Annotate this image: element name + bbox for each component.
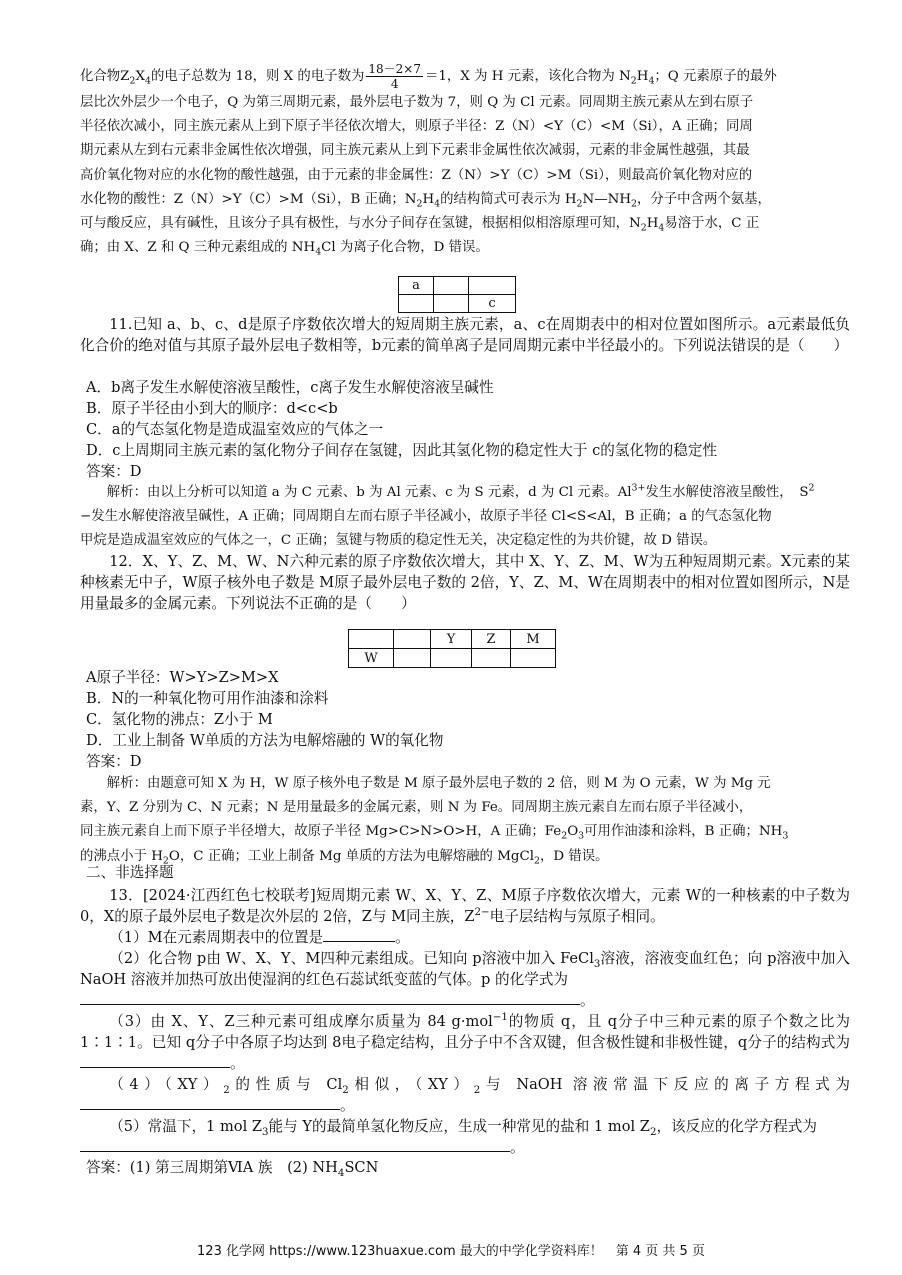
option-a: A原子半径：W>Y>Z>M>X <box>86 669 279 686</box>
option-a: A．b离子发生水解使溶液呈酸性，c离子发生水解使溶液呈碱性 <box>86 379 494 396</box>
analysis-q11 <box>80 481 850 554</box>
table-cell <box>472 649 511 668</box>
option-d: D．工业上制备 W单质的方法为电解熔融的 W的氧化物 <box>86 732 444 749</box>
question-part-3: （3）由 X、Y、Z三种元素可组成摩尔质量为 84 g·mol$^{-1}$的物质 q，且 q分子中三种元素的原子个数之比为 1∶1∶1。已知 q分子中各原子均达到 8电子稳定结构，且分子中不含双键，但含极性键和非极性键，q分子的结构式为。 <box>80 1012 850 1072</box>
table-cell-c: c <box>469 295 516 313</box>
question-part-4: $(4)(XY)_2$的性质与 $Cl_2$相似，$(XY)_2$与 NaOH 溶液常温下反应的离子方程式为。 <box>80 1074 850 1116</box>
table-cell <box>434 277 469 295</box>
question-part-2: （2）化合物 p由 W、X、Y、M四种元素组成。已知向 p溶液中加入 FeCl$_3$溶液，溶液变血红色；向 p溶液中加入 NaOH 溶液并加热可放出使湿润的红色石蕊试纸变蓝的气体。p 的化学式为 。 <box>80 950 851 1009</box>
question-part-1: （1）M在元素周期表中的位置是 。 <box>109 929 410 946</box>
periodic-table-q11 <box>398 276 516 313</box>
analysis-line: 素，Y、Z 分别为 C、N 元素；N 是用量最多的金属元素，则 N 为 Fe。同周期主族元素自左而右原子半径减小， <box>80 800 753 816</box>
answer-blank[interactable] <box>80 1095 340 1110</box>
analysis-line: 化合物$Z_2X_4$的电子总数为 18，则 X 的电子数为 $\frac{18-2\times 7}{4}$ ＝1，X 为 H 元素，该化合物为 $N_2H_4$；Q 元素原子的最外 <box>80 62 777 91</box>
option-d: D．c上周期同主族元素的氢化物分子间存在氢键，因此其氢化物的稳定性大于 c的氢化物的稳定性 <box>86 442 718 459</box>
table-cell-z: Z <box>472 630 511 649</box>
answer: 答案：D <box>86 463 142 480</box>
analysis-q10 <box>80 62 850 260</box>
analysis-line: 同主族元素自上而下原子半径增大，故原子半径 Mg>C>N>O>H，A 正确；$Fe_2O_3$可用作油漆和涂料，B 正确；$NH_3$ <box>80 824 789 843</box>
table-cell <box>511 649 556 668</box>
question-part-5: （5）常温下，1 mol $Z_3$能与 Y的最简单氢化物反应，生成一种常见的盐和 1 mol $Z_2$，该反应的化学方程式为 。 <box>80 1116 850 1158</box>
options-q12 <box>86 667 856 772</box>
option-b: B．N的一种氧化物可用作油漆和涂料 <box>86 690 329 707</box>
answer-q13: 答案：(1) 第三周期第ⅥA 族 (2) $NH_4SCN$ <box>86 1159 379 1179</box>
answer: 答案：D <box>86 753 142 770</box>
analysis-line: 水化物的酸性：Z（N）>Y（C）>M（Si），B 正确；$N_2H_4$的结构简式可表示为 $H_2N—NH_2$，分子中含两个氨基， <box>80 191 771 210</box>
analysis-line: 确；由 X、Z 和 Q 三种元素组成的 $NH_4Cl$ 为离子化合物，D 错误。 <box>80 240 489 258</box>
option-b: B．原子半径由小到大的顺序：d<c<b <box>86 400 338 417</box>
analysis-line: 的沸点小于 $H_2O$，C 正确；工业上制备 Mg 单质的方法为电解熔融的 MgCl$_2$，D 错误。 <box>80 848 609 867</box>
option-c: C．a的气态氢化物是造成温室效应的气体之一 <box>86 421 384 438</box>
table-cell-m: M <box>511 630 556 649</box>
fraction: $\frac{18-2\times 7}{4}$ <box>368 62 421 91</box>
options-q11 <box>86 377 856 482</box>
analysis-line: 高价氧化物对应的水化物的酸性越强，由于元素的非金属性：Z（N）>Y（C）>M（Si），则最高价氧化物对应的 <box>80 167 753 183</box>
analysis-line: 甲烷是造成温室效应的气体之一，C 正确；氢键与物质的稳定性无关，决定稳定性的为共价键，故 D 错误。 <box>80 533 717 549</box>
analysis-line: 层比次外层少一个电子，Q 为第三周期元素，最外层电子数为 7，则 Q 为 Cl 元素。同周期主族元素从左到右原子 <box>80 95 754 110</box>
table-cell-a: a <box>399 277 434 295</box>
table-cell <box>394 649 431 668</box>
question-stem: 12．X、Y、Z、M、W、N六种元素的原子序数依次增大，其中 X、Y、Z、M、W为五种短周期元素。X元素的某种核素无中子，W原子核外电子数是 M原子最外层电子数的 2倍，Y、Z、M、W在周期表中的相对位置如图所示，N是用量最多的金属元素。下列说法不正确的是（ ） <box>80 553 850 612</box>
section-heading: 二、非选择题 <box>86 864 174 881</box>
table-cell <box>349 630 394 649</box>
question-stem: 11.已知 a、b、c、d是原子序数依次增大的短周期主族元素，a、c在周期表中的相对位置如图所示。a元素最低负化合价的绝对值与其原子最外层电子数相等，b元素的简单离子是同周期元素中半径最小的。下列说法错误的是（ ） <box>80 316 850 354</box>
periodic-table-q12 <box>348 629 556 668</box>
table-cell-w: W <box>349 649 394 668</box>
analysis-q12 <box>80 772 850 869</box>
answer-blank[interactable] <box>80 1137 510 1152</box>
page-footer: 123 化学网 https://www.123huaxue.com 最大的中学化学资料库！ 第 4 页 共 5 页 <box>197 1244 705 1259</box>
analysis-line: 解析：由题意可知 X 为 H，W 原子核外电子数是 M 原子最外层电子数的 2 倍，则 M 为 O 元素，W 为 Mg 元 <box>106 776 771 791</box>
analysis-line: 可与酸反应，具有碱性，且该分子具有极性，与水分子间存在氢键，根据相似相溶原理可知，$N_2H_4$易溶于水，C 正 <box>80 216 760 234</box>
answer-blank[interactable] <box>323 927 395 942</box>
question-11 <box>80 314 850 356</box>
answer-blank[interactable] <box>80 1053 230 1068</box>
table-cell <box>394 630 431 649</box>
analysis-line: 半径依次减小，同主族元素从上到下原子半径依次增大，则原子半径：Z（N）<Y（C）<M（Si），A 正确；同周 <box>80 119 753 135</box>
analysis-line: −发生水解使溶液呈碱性，A 正确；同周期自左而右原子半径减小，故原子半径 Cl<S<Al，B 正确；a 的气态氢化物 <box>80 509 772 525</box>
question-stem: 13．[2024·江西红色七校联考]短周期元素 W、X、Y、Z、M原子序数依次增大，元素 W的一种核素的中子数为 0，X的原子最外层电子数是次外层的 2倍，Z与 M同主族，$Z^{2-}$电子层结构与氖原子相同。 <box>80 887 850 925</box>
question-12 <box>80 551 850 614</box>
analysis-line: 期元素从左到右元素非金属性依次增强，同主族元素从上到下元素非金属性依次减弱，元素的非金属性越强，其最 <box>80 143 750 159</box>
table-cell <box>431 649 472 668</box>
analysis-line: 解析：由以上分析可以知道 a 为 C 元素、b 为 Al 元素、c 为 S 元素，d 为 Cl 元素。$Al^{3+}$发生水解使溶液呈酸性， $S^2$ <box>106 482 815 500</box>
table-cell-y: Y <box>431 630 472 649</box>
table-cell <box>434 295 469 313</box>
table-cell <box>399 295 434 313</box>
question-13 <box>80 885 850 1158</box>
table-cell <box>469 277 516 295</box>
answer-blank[interactable] <box>80 990 580 1005</box>
option-c: C．氢化物的沸点：Z小于 M <box>86 711 273 728</box>
